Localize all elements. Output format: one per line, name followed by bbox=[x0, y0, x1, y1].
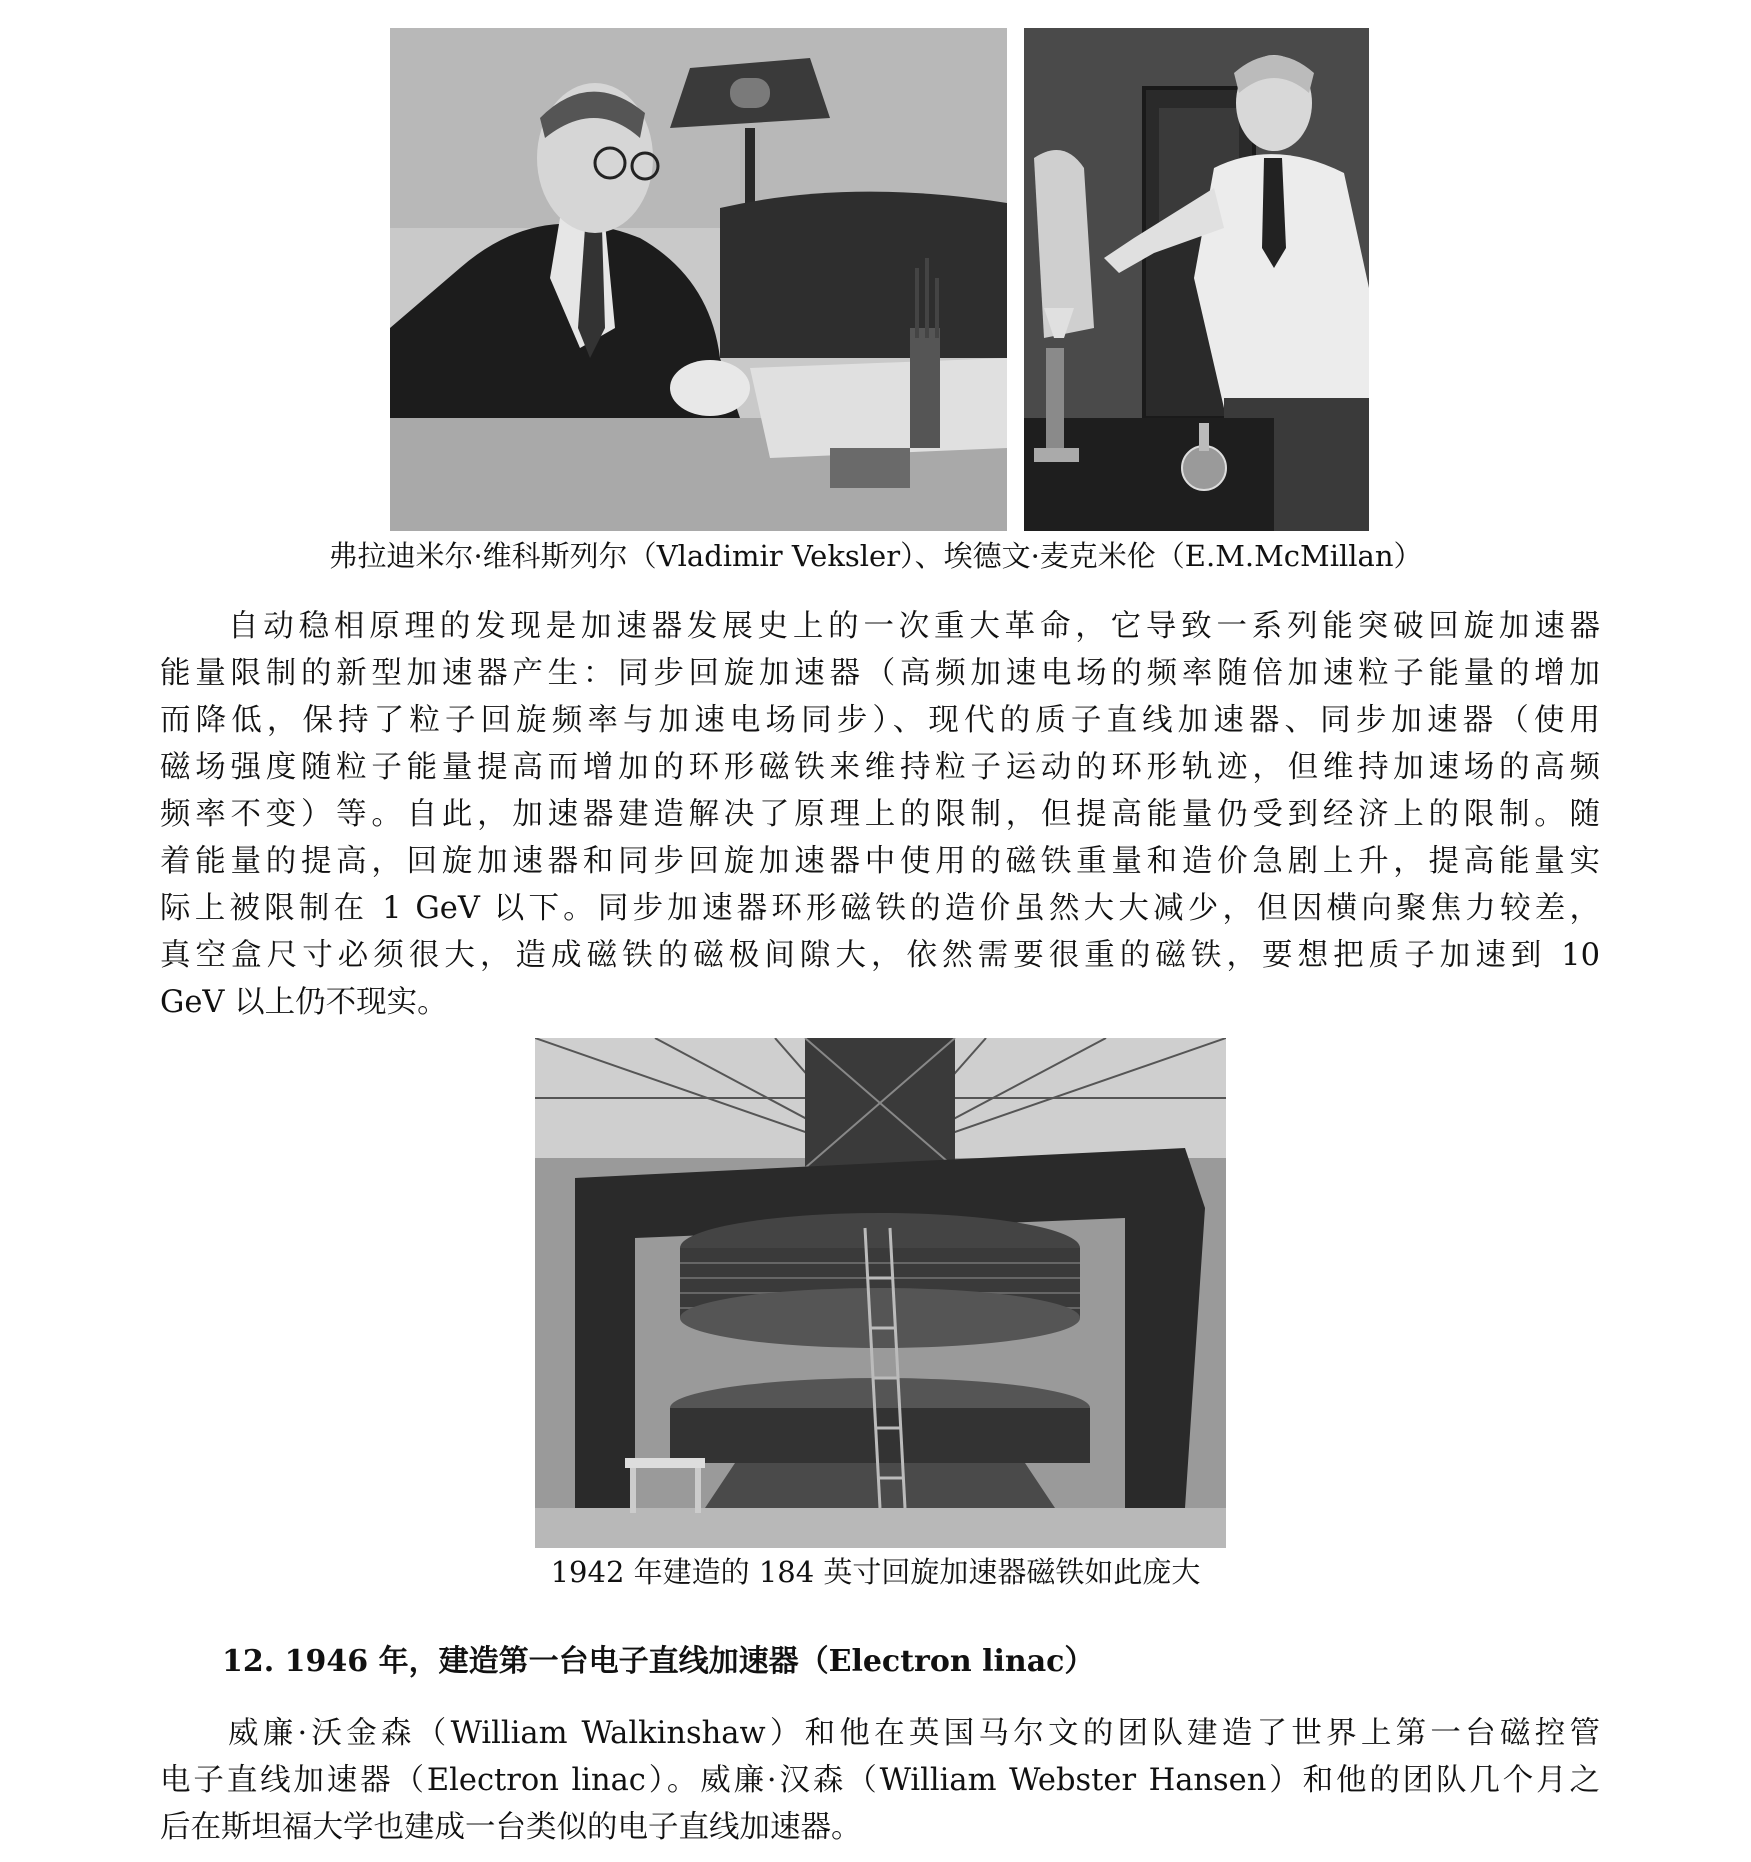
paragraph-line: 频率不变）等。自此，加速器建造解决了原理上的限制，但提高能量仍受到经济上的限制。随 bbox=[160, 797, 1600, 832]
paragraph-line: 磁场强度随粒子能量提高而增加的环形磁铁来维持粒子运动的环形轨迹，但维持加速场的高频 bbox=[160, 750, 1600, 785]
figure-caption-portraits: 弗拉迪米尔·维科斯列尔（Vladimir Veksler）、埃德文·麦克米伦（E.M.McMillan） bbox=[328, 539, 1423, 573]
paragraph-line: 能量限制的新型加速器产生：同步回旋加速器（高频加速电场的频率随倍加速粒子能量的增加 bbox=[160, 656, 1600, 691]
paragraph-line: 威廉·沃金森（William Walkinshaw）和他在英国马尔文的团队建造了世界上第一台磁控管 bbox=[228, 1716, 1600, 1751]
paragraph-line: 电子直线加速器（Electron linac）。威廉·汉森（William Webster Hansen）和他的团队几个月之 bbox=[160, 1763, 1600, 1798]
section-heading: 12. 1946 年，建造第一台电子直线加速器（Electron linac） bbox=[222, 1644, 1095, 1679]
paragraph-line: GeV 以上仍不现实。 bbox=[160, 985, 448, 1020]
figure-caption-cyclotron: 1942 年建造的 184 英寸回旋加速器磁铁如此庞大 bbox=[550, 1555, 1201, 1589]
body-paragraph-electron-linac bbox=[160, 1710, 1600, 1851]
photo-mcmillan bbox=[1024, 28, 1369, 531]
photo-veksler bbox=[390, 28, 1007, 531]
cyclotron-magnet-photo bbox=[535, 1038, 1226, 1548]
paragraph-line: 后在斯坦福大学也建成一台类似的电子直线加速器。 bbox=[160, 1810, 862, 1845]
portrait-photo-mcmillan bbox=[1024, 28, 1369, 531]
paragraph-line: 而降低，保持了粒子回旋频率与加速电场同步）、现代的质子直线加速器、同步加速器（使用 bbox=[160, 703, 1600, 738]
portrait-photo-veksler bbox=[390, 28, 1007, 531]
photo-cyclotron-magnet bbox=[535, 1038, 1226, 1548]
paragraph-line: 际上被限制在 1 GeV 以下。同步加速器环形磁铁的造价虽然大大减少，但因横向聚焦力较差， bbox=[160, 891, 1600, 926]
paragraph-line: 着能量的提高，回旋加速器和同步回旋加速器中使用的磁铁重量和造价急剧上升，提高能量实 bbox=[160, 844, 1600, 879]
paragraph-line: 真空盒尺寸必须很大，造成磁铁的磁极间隙大，依然需要很重的磁铁，要想把质子加速到 10 bbox=[160, 938, 1600, 973]
body-paragraph-phase-stability bbox=[160, 603, 1600, 1026]
paragraph-line: 自动稳相原理的发现是加速器发展史上的一次重大革命，它导致一系列能突破回旋加速器 bbox=[228, 609, 1600, 644]
